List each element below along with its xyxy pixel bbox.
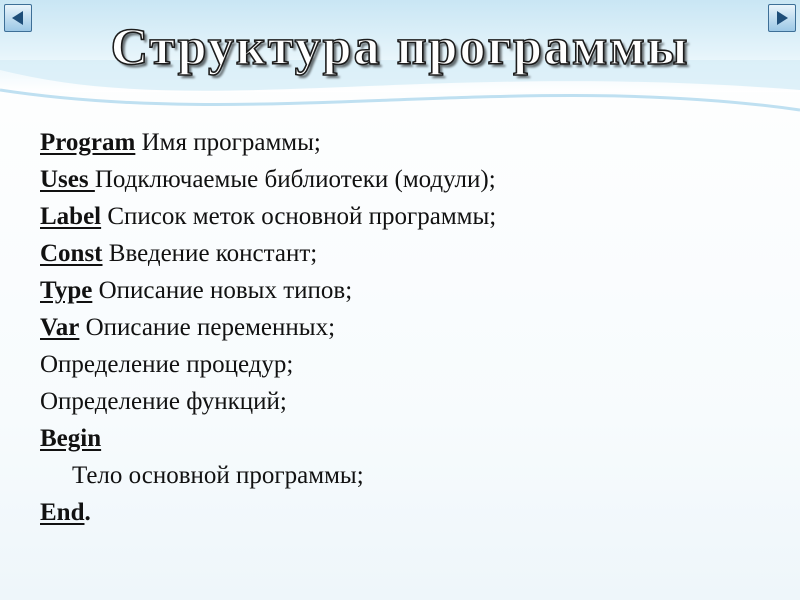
- line-end: [40, 494, 780, 531]
- line-text: Введение констант;: [102, 240, 318, 267]
- line-text: Определение функций;: [40, 388, 287, 415]
- line-text: Список меток основной программы;: [101, 203, 497, 230]
- keyword-program: Program: [40, 129, 136, 156]
- line-text: .: [84, 499, 91, 526]
- line-text: Описание новых типов;: [92, 277, 353, 304]
- keyword-end: End: [40, 499, 85, 526]
- line-body: [40, 457, 780, 494]
- line-text: Определение процедур;: [40, 351, 294, 378]
- keyword-uses: Uses: [40, 166, 95, 193]
- line-text: Описание переменных;: [79, 314, 336, 341]
- line-program: [40, 124, 780, 161]
- line-text: Подключаемые библиотеки (модули);: [94, 166, 496, 193]
- keyword-begin: Begin: [40, 425, 102, 452]
- line-functions: [40, 383, 780, 420]
- line-text: Тело основной программы;: [72, 462, 364, 489]
- keyword-type: Type: [40, 277, 93, 304]
- keyword-const: Const: [40, 240, 103, 267]
- program-structure-list: [40, 124, 780, 531]
- line-text: Имя программы;: [135, 129, 321, 156]
- keyword-var: Var: [40, 314, 80, 341]
- line-begin: [40, 420, 780, 457]
- keyword-label: Label: [40, 203, 102, 230]
- line-uses: [40, 161, 780, 198]
- line-label: [40, 198, 780, 235]
- line-var: [40, 309, 780, 346]
- line-const: [40, 235, 780, 272]
- line-type: [40, 272, 780, 309]
- line-procedures: [40, 346, 780, 383]
- slide-title: Структура программы: [110, 19, 690, 76]
